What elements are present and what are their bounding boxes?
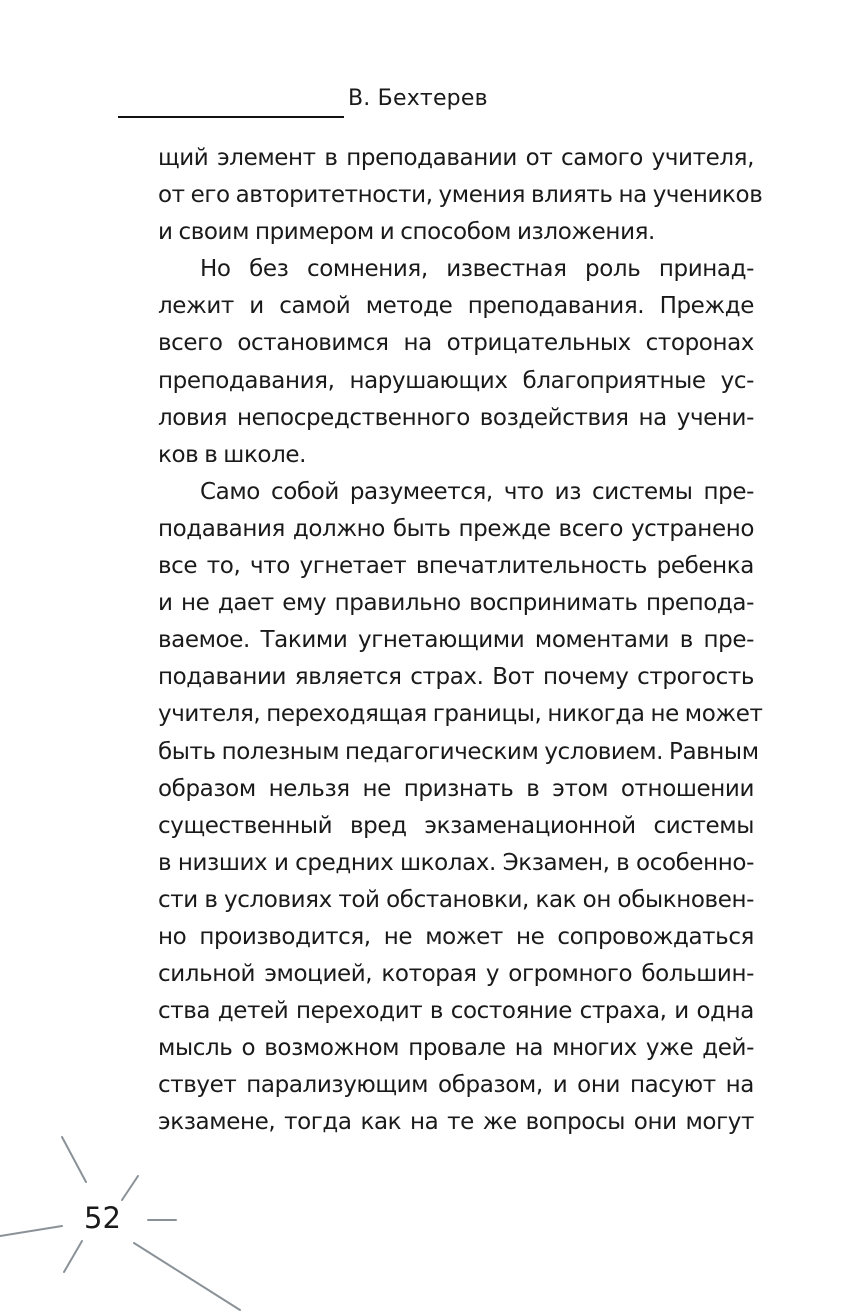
text-line: ствует парализующим образом, и они пасуют на (158, 1072, 754, 1099)
page-number: 52 (84, 1201, 121, 1235)
text-line: от его авторитетности, умения влиять на учеников (158, 182, 763, 209)
text-line: ловия непосредственного воздействия на учени- (158, 404, 754, 431)
page-number-burst-icon (0, 1130, 260, 1311)
text-line: существенный вред экзаменационной системы (158, 812, 754, 839)
text-line: в низших и средних школах. Экзамен, в особенно- (158, 849, 754, 876)
text-line: быть полезным педагогическим условием. Равным (158, 738, 759, 765)
text-line: все то, что угнетает впечатлительность ребенка (158, 553, 754, 580)
text-line: сильной эмоцией, которая у огромного большин- (158, 961, 754, 988)
text-line: экзамене, тогда как на те же вопросы они могут (158, 1109, 754, 1136)
text-line: всего остановимся на отрицательных сторонах (158, 330, 754, 357)
text-line: сти в условиях той обстановки, как он обыкновен- (158, 886, 754, 913)
text-line: Но без сомнения, известная роль принад- (200, 256, 754, 283)
text-line: и не дает ему правильно воспринимать препода- (158, 590, 754, 617)
text-line: учителя, переходящая границы, никогда не может (158, 701, 763, 728)
text-line: щий элемент в преподавании от самого учителя, (158, 145, 754, 171)
text-line: подавании является страх. Вот почему строгость (158, 664, 754, 691)
running-head: В. Бехтерев (348, 86, 488, 111)
text-line: лежит и самой методе преподавания. Прежде (158, 293, 754, 320)
body-text (158, 140, 763, 1142)
text-line: подавания должно быть прежде всего устранено (158, 515, 754, 542)
text-line: преподавания, нарушающих благоприятные ус- (158, 367, 754, 394)
text-line: ства детей переходит в состояние страха, и одна (158, 998, 754, 1025)
text-line: ков в школе. (158, 441, 307, 468)
text-line: и своим примером и способом изложения. (158, 219, 655, 246)
text-line: Само собой разумеется, что из системы пре- (200, 478, 754, 505)
text-line: но производится, не может не сопровождаться (158, 923, 754, 950)
text-line: образом нельзя не признать в этом отношении (158, 775, 754, 802)
header-rule (118, 116, 344, 118)
text-line: мысль о возможном провале на многих уже дей- (158, 1035, 754, 1062)
text-line: ваемое. Такими угнетающими моментами в пре- (158, 627, 754, 654)
